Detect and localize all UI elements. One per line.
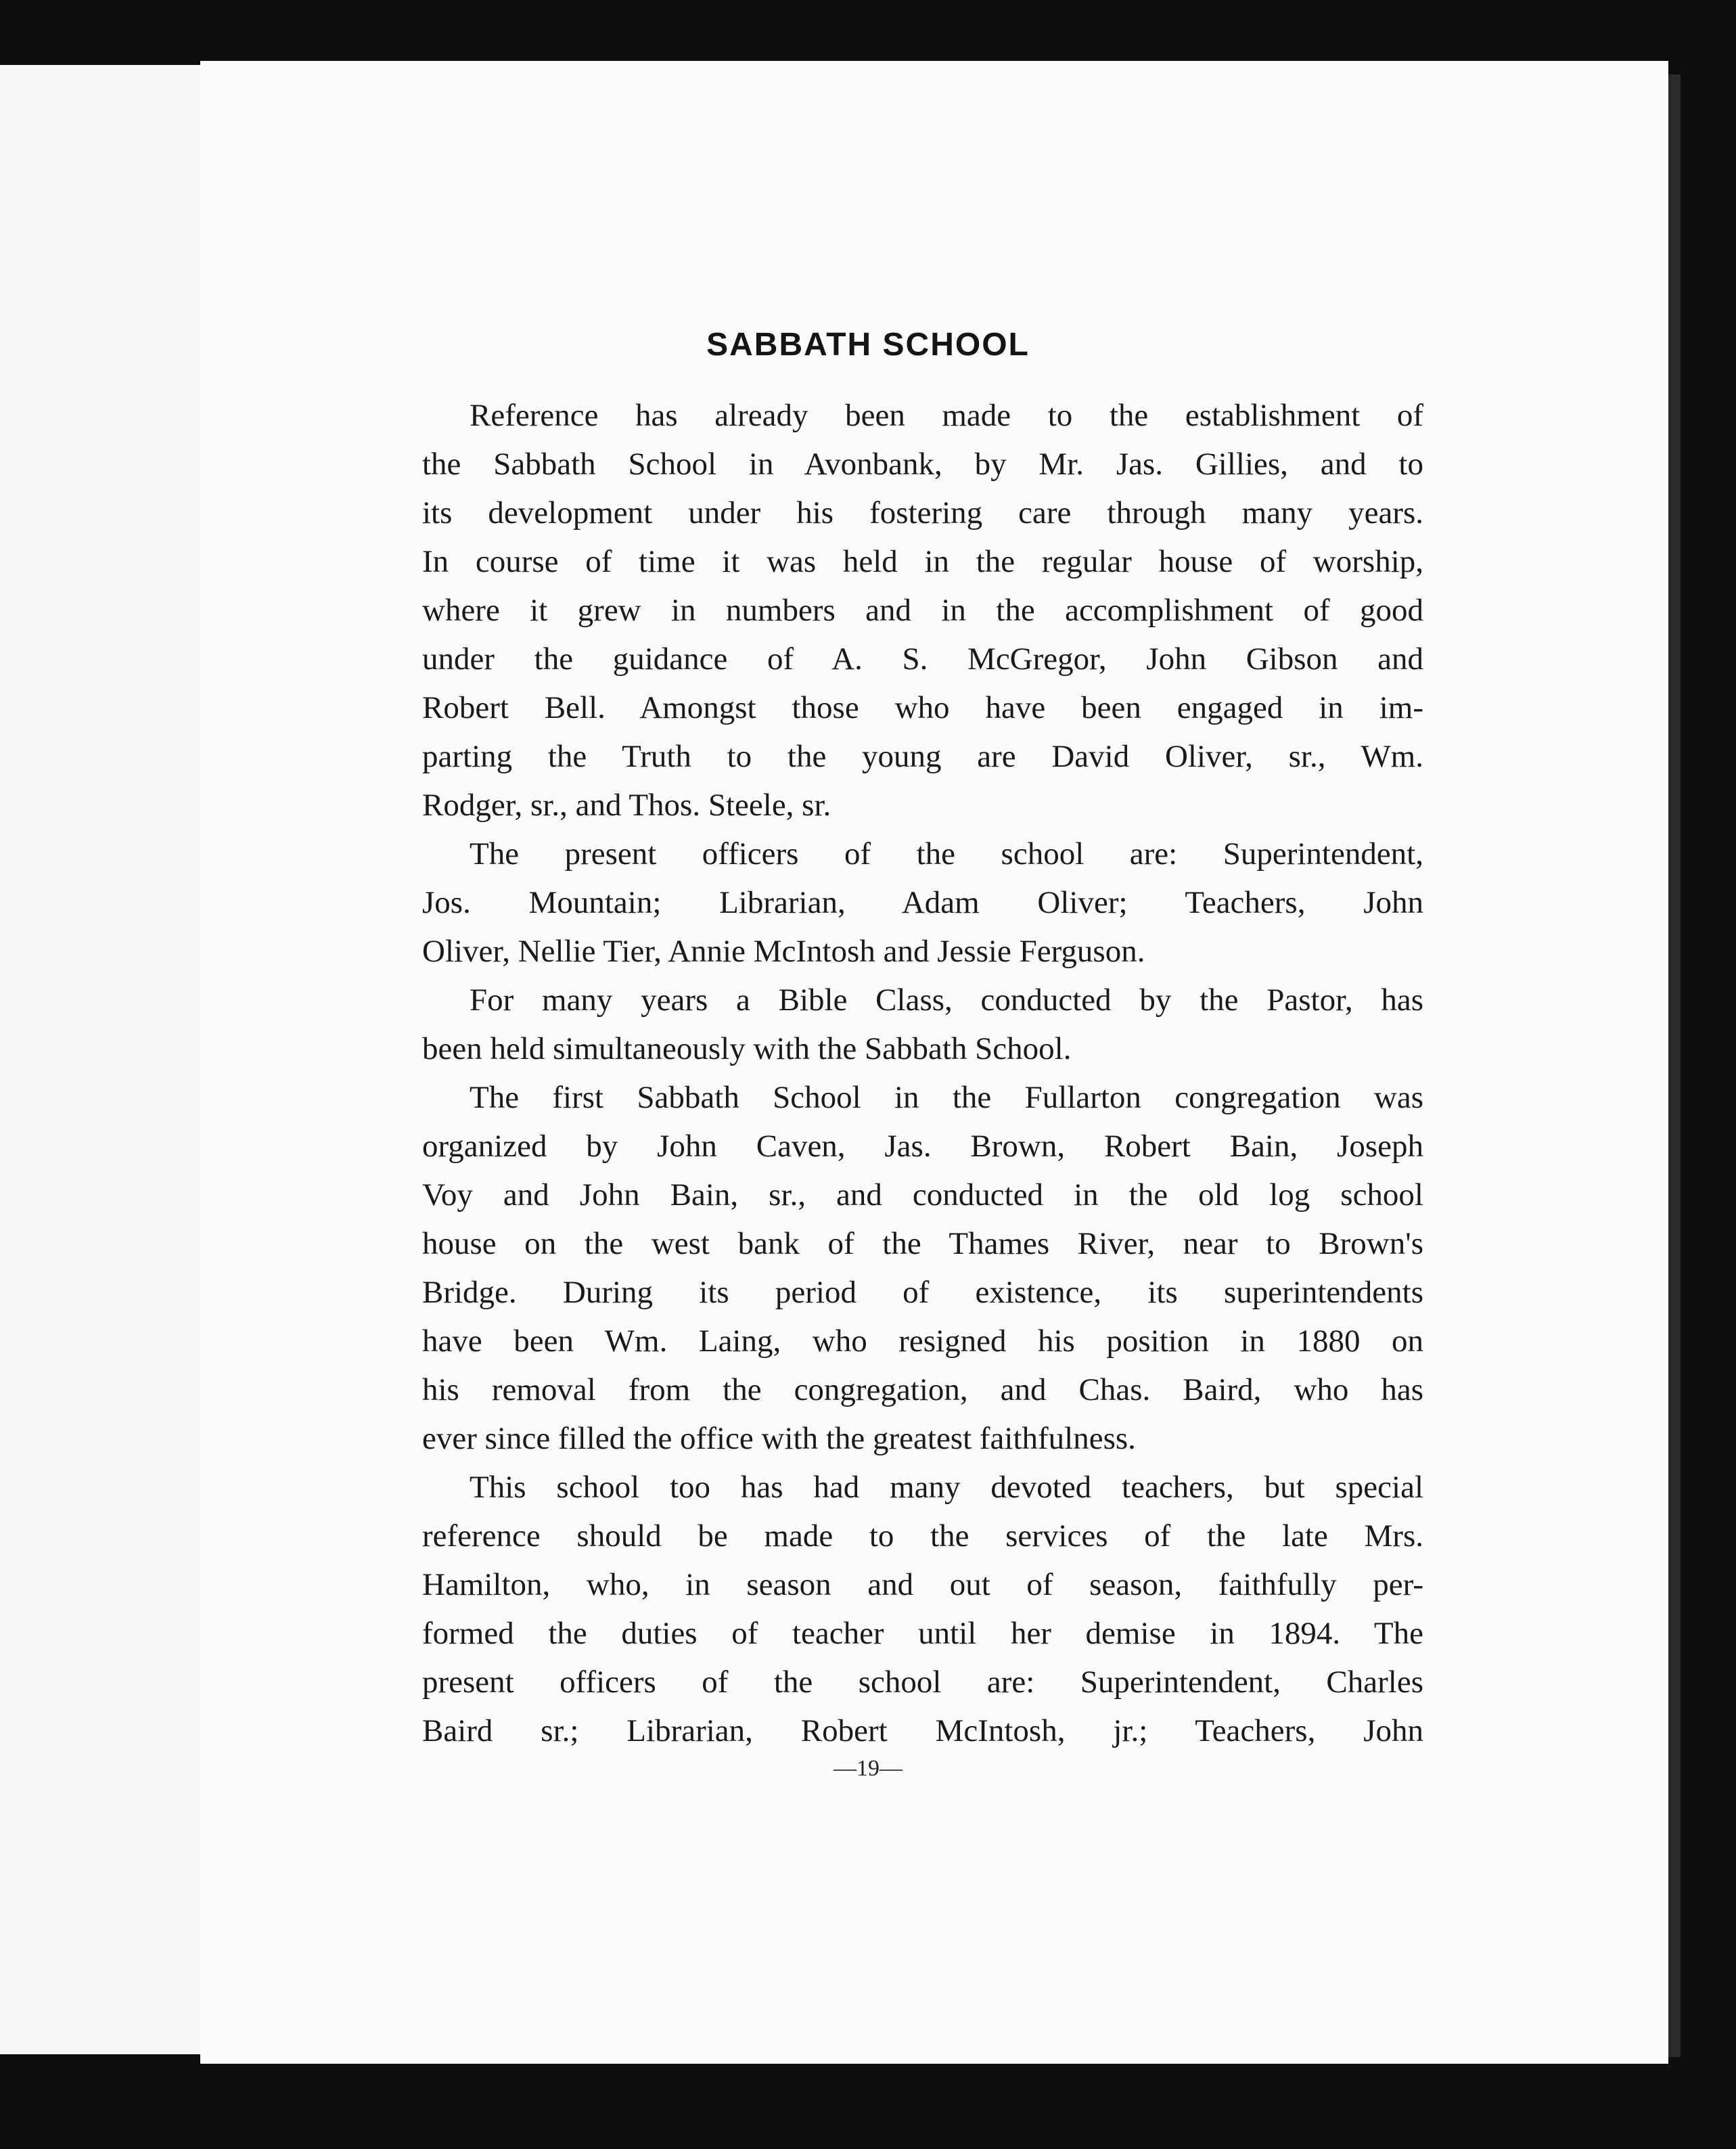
text-line: Oliver, Nellie Tier, Annie McIntosh and Jessie Ferguson. — [422, 934, 1145, 969]
text-line: Bridge. During its period of existence, its superintendents — [422, 1275, 1423, 1310]
page-title: SABBATH SCHOOL — [706, 327, 1030, 363]
text-line: his removal from the congregation, and Chas. Baird, who has — [422, 1372, 1423, 1407]
text-line: present officers of the school are: Superintendent, Charles — [422, 1665, 1423, 1700]
text-line: Rodger, sr., and Thos. Steele, sr. — [422, 788, 831, 823]
text-line: its development under his fostering care through many years. — [422, 495, 1423, 530]
text-line: Robert Bell. Amongst those who have been engaged in im- — [422, 690, 1423, 725]
text-line: Baird sr.; Librarian, Robert McIntosh, jr.; Teachers, John — [422, 1713, 1423, 1748]
page-number: —19— — [833, 1756, 903, 1781]
text-line: the Sabbath School in Avonbank, by Mr. Jas. Gillies, and to — [422, 447, 1423, 482]
text-line: The present officers of the school are: Superintendent, — [470, 836, 1423, 872]
text-line: parting the Truth to the young are David Oliver, sr., Wm. — [422, 739, 1423, 774]
text-line: house on the west bank of the Thames River, near to Brown's — [422, 1226, 1423, 1261]
text-line: Reference has already been made to the establishment of — [470, 398, 1423, 433]
body-text — [422, 391, 1423, 1755]
text-line: formed the duties of teacher until her demise in 1894. The — [422, 1616, 1423, 1651]
text-line: where it grew in numbers and in the accomplishment of good — [422, 593, 1423, 628]
text-line: Jos. Mountain; Librarian, Adam Oliver; Teachers, John — [422, 885, 1423, 920]
text-line: have been Wm. Laing, who resigned his position in 1880 on — [422, 1324, 1423, 1359]
text-line: The first Sabbath School in the Fullarton congregation was — [470, 1080, 1423, 1115]
text-line: For many years a Bible Class, conducted by the Pastor, has — [470, 982, 1423, 1018]
text-line: reference should be made to the services of the late Mrs. — [422, 1518, 1423, 1554]
text-line: This school too has had many devoted teachers, but special — [470, 1470, 1423, 1505]
text-line: Voy and John Bain, sr., and conducted in the old log school — [422, 1177, 1423, 1213]
text-line: Hamilton, who, in season and out of season, faithfully per- — [422, 1567, 1423, 1602]
text-line: under the guidance of A. S. McGregor, John Gibson and — [422, 641, 1423, 677]
text-line: In course of time it was held in the regular house of worship, — [422, 544, 1423, 579]
text-line: been held simultaneously with the Sabbath School. — [422, 1031, 1072, 1066]
text-line: organized by John Caven, Jas. Brown, Robert Bain, Joseph — [422, 1129, 1423, 1164]
text-line: ever since filled the office with the greatest faithfulness. — [422, 1421, 1136, 1456]
